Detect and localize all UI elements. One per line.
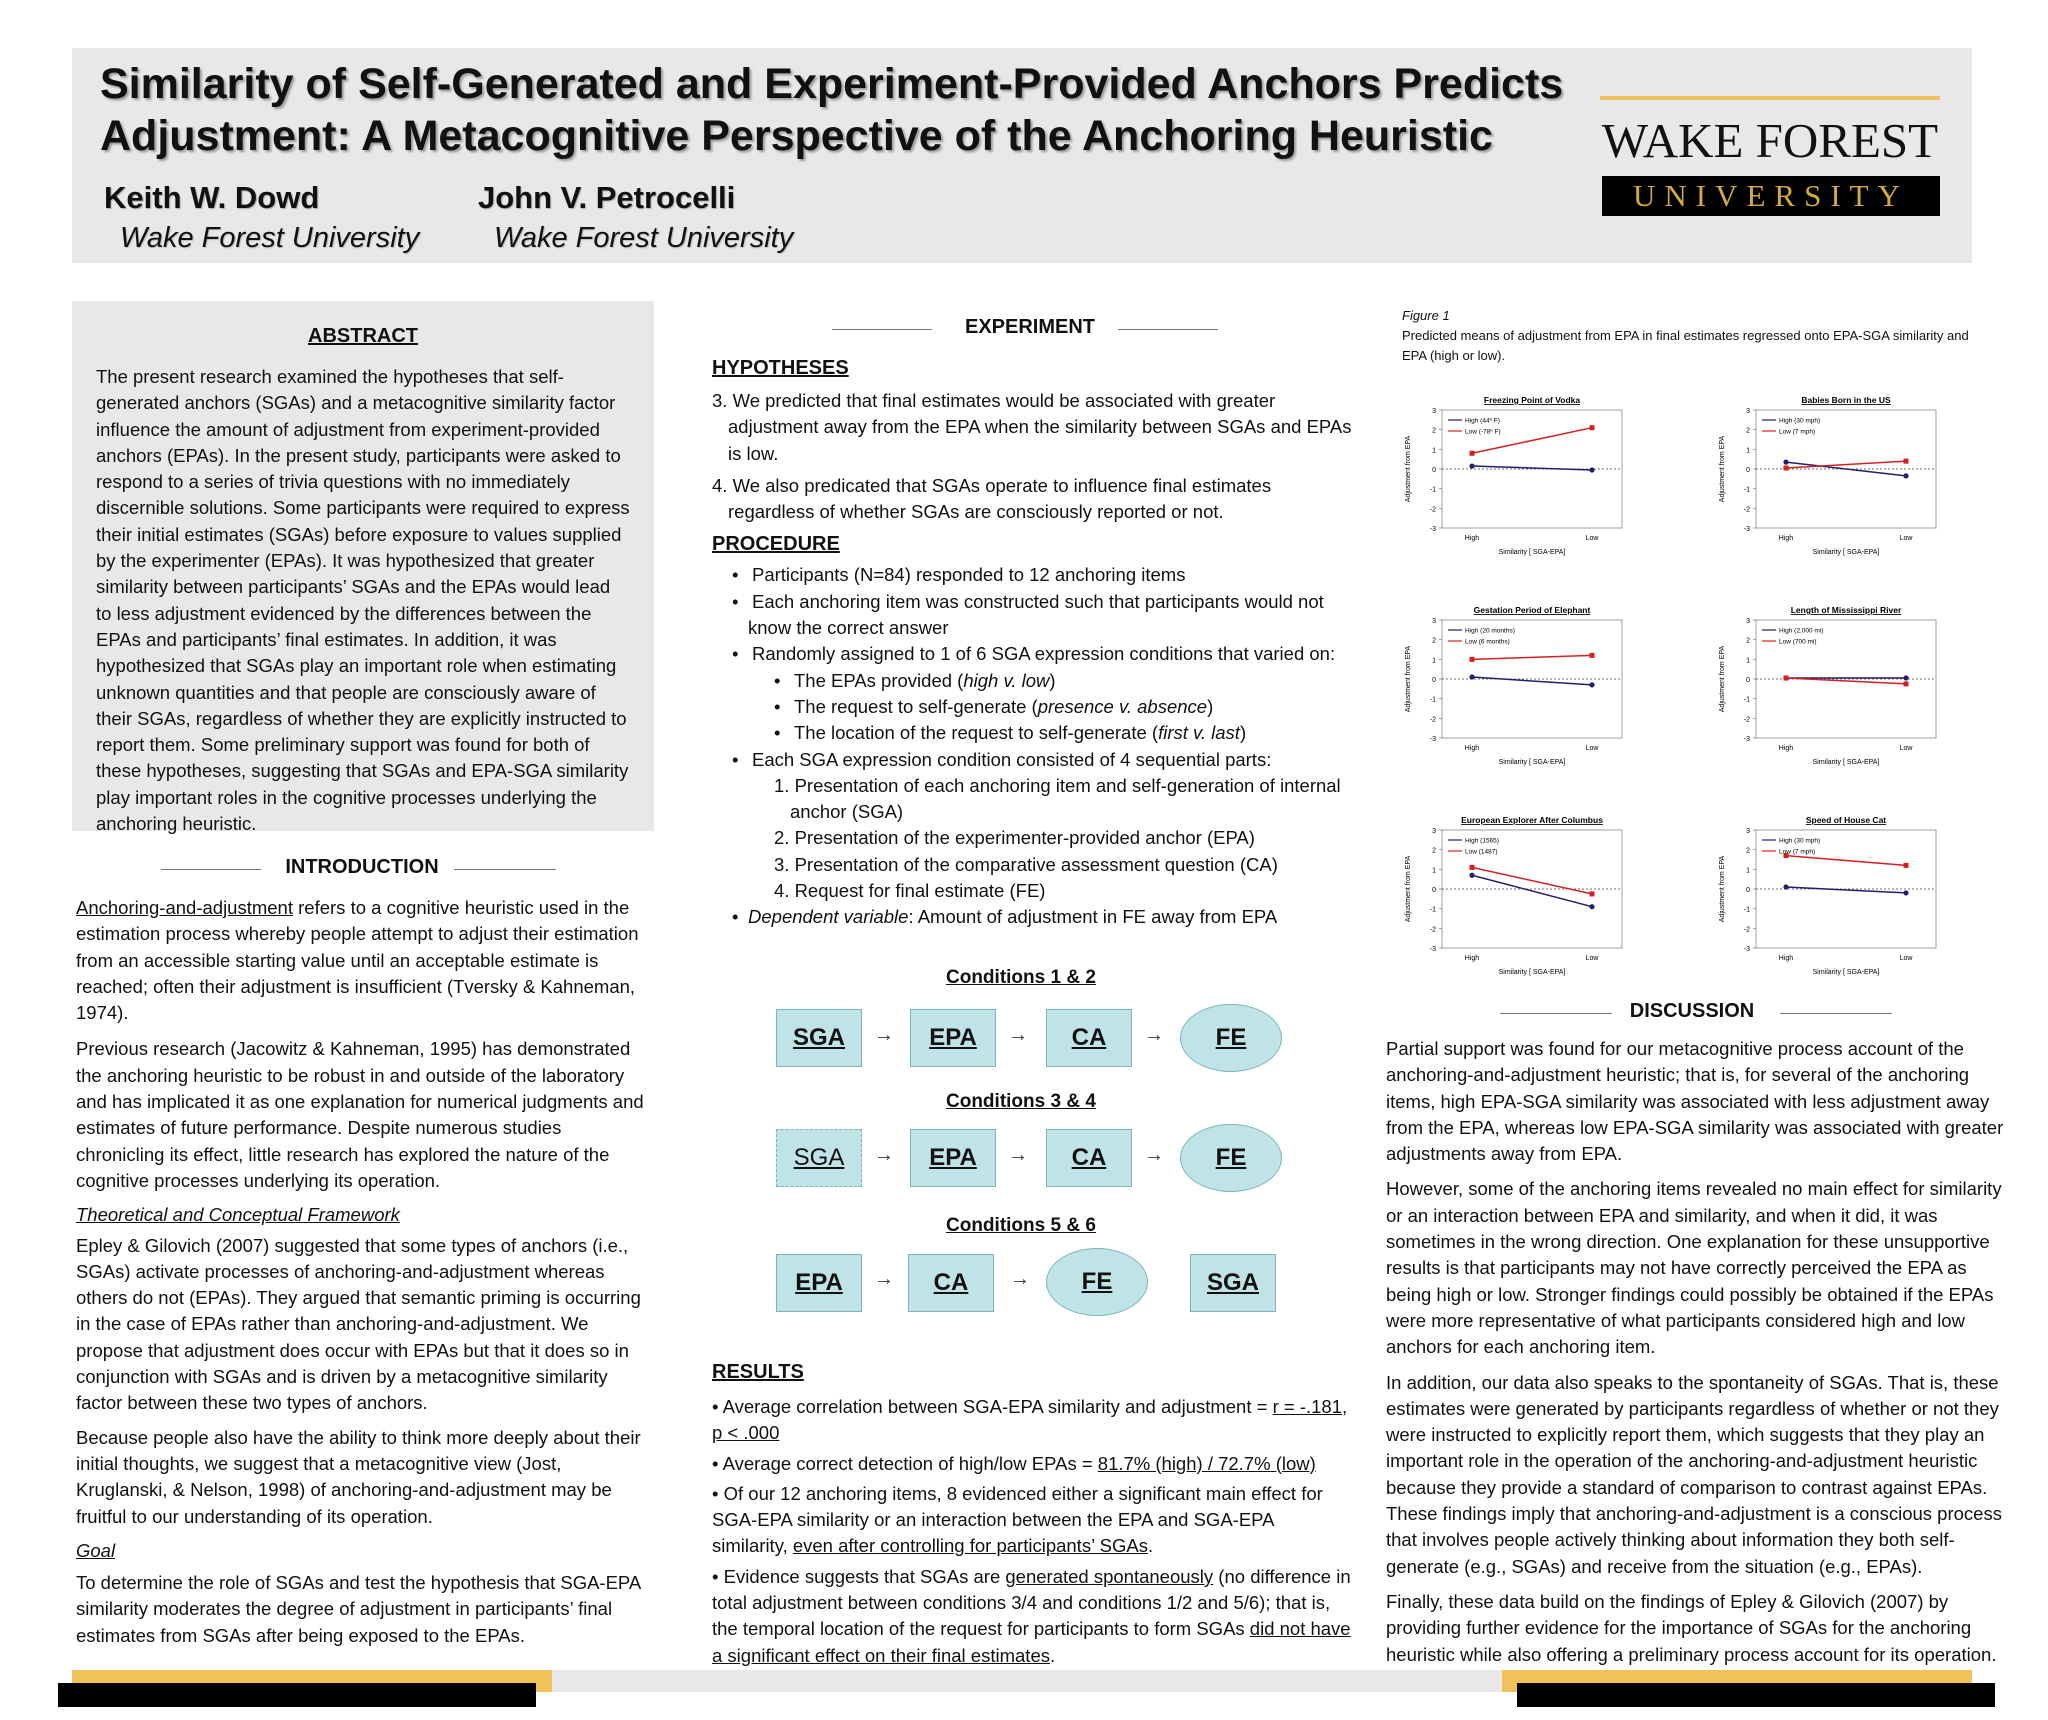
intro-heading-row (76, 856, 648, 882)
legend-label: Low (1487) (1465, 848, 1498, 856)
y-tick-label: -3 (1743, 526, 1750, 533)
legend-label: Low (6 months) (1465, 638, 1510, 646)
list-item: • Each SGA expression condition consisted of 4 sequential parts: (732, 748, 1272, 770)
list-item: 2. Presentation of the experimenter-provided anchor (EPA) (774, 827, 1255, 849)
data-point (1784, 676, 1789, 681)
discussion-p3: In addition, our data also speaks to the spontaneity of SGAs. That is, these estimates were generated by participants regardless of whether or not they were instructed to explicitly report them, which suggests that they play an important role in the operation of the anchoring-and-adjustment heuristic because they provide a standard of comparison to contrast against EPAs. These findings imply that anchoring-and-adjustment is a conscious process that involves people actively thinking about information they both self-generate (e.g., SGAs) and receive from the situation (e.g., EPAs). (1386, 1371, 2002, 1577)
data-point (1783, 460, 1788, 465)
y-axis-label: Adjustment from EPA (1719, 435, 1726, 503)
intro-p2: Previous research (Jacowitz & Kahneman, 1995) has demonstrated the anchoring heuristic to be robust in and outside of the laboratory and has implicated it as one explanation for numerical judgments and estimates of future performance. Despite numerous studies chronicling its effect, little research has explored the nature of the cognitive processes underlying its operation. (76, 1038, 644, 1191)
legend-label: Low (700 mi) (1779, 638, 1817, 646)
list-item: • Participants (N=84) responded to 12 anchoring items (732, 564, 1186, 586)
list-item: 3. Presentation of the comparative assessment question (CA) (774, 853, 1278, 875)
x-tick-label: Low (1899, 745, 1913, 752)
hypothesis-4: 4. We also predicated that SGAs operate to influence final estimates regardless of whether SGAs are consciously reported or not. (712, 474, 1272, 523)
y-tick-label: 3 (1432, 408, 1436, 415)
discussion-p2: However, some of the anchoring items revealed no main effect for similarity or an interaction between EPA and similarity, and when it did, it was sometimes in the wrong direction. One explanation for these unsupportive results is that participants may not have correctly perceived the EPA as being high or low. Stronger findings could possibly be obtained if the EPAs were more representative of what participants considered high and low anchors for each anchoring item. (1386, 1178, 2002, 1358)
logo-gold-bar (1600, 96, 1940, 100)
logo-university: UNIVERSITY (1602, 176, 1940, 216)
conditions-1-2-label: Conditions 1 & 2 (946, 967, 1096, 988)
y-tick-label: 2 (1432, 427, 1436, 435)
y-tick-label: 0 (1746, 467, 1750, 474)
procedure-heading: PROCEDURE (712, 533, 840, 556)
list-item: • The location of the request to self-generate (first v. last) (774, 722, 1247, 744)
title-line-1: Similarity of Self-Generated and Experiment-Provided Anchors Predicts (100, 60, 1564, 108)
y-tick-label: 2 (1746, 427, 1750, 435)
x-axis-label: Similarity [ SGA-EPA] (1812, 549, 1880, 556)
legend-label: High (30 mph) (1779, 417, 1821, 425)
x-axis-label: Similarity [ SGA-EPA] (1812, 759, 1880, 766)
hypotheses-heading: HYPOTHESES (712, 357, 849, 379)
result-1: • Average correlation between SGA-EPA similarity and adjustment = r = -.181, p < .000 (712, 1396, 1348, 1444)
ca-box: CA (1046, 1009, 1132, 1067)
y-axis-label: Adjustment from EPA (1719, 855, 1726, 923)
x-tick-label: Low (1899, 535, 1913, 542)
conditions-3-4-label: Conditions 3 & 4 (946, 1091, 1096, 1112)
x-tick-label: Low (1585, 955, 1599, 962)
footer-black-right (1517, 1683, 1995, 1707)
adjustment-chart (1712, 386, 1962, 576)
results-section (712, 1361, 1352, 1669)
intro-p1: Anchoring-and-adjustment refers to a cognitive heuristic used in the estimation process whereby people attempt to adjust their estimation from an accessible starting value until an acceptable estimate is reached; often their adjustment is insufficient (Tversky & Kahneman, 1974). (76, 897, 639, 1024)
data-point (1469, 674, 1474, 679)
chart-title: Speed of House Cat (1805, 815, 1887, 825)
y-tick-label: -3 (1429, 526, 1436, 533)
sga-box: SGA (776, 1009, 862, 1067)
y-tick-label: 0 (1746, 887, 1750, 894)
list-item: • Dependent variable: Amount of adjustment in FE away from EPA (732, 906, 1278, 928)
x-tick-label: High (1464, 535, 1480, 542)
x-axis-label: Similarity [ SGA-EPA] (1498, 759, 1566, 766)
legend-label: High (44º F) (1465, 417, 1500, 425)
intro-sub-framework: Theoretical and Conceptual Framework (76, 1204, 400, 1226)
footer-black-left (58, 1683, 536, 1707)
list-item: • The EPAs provided (high v. low) (774, 669, 1056, 691)
y-tick-label: -3 (1743, 736, 1750, 743)
x-tick-label: High (1778, 745, 1794, 752)
arrow-icon: → (1144, 1144, 1164, 1166)
y-tick-label: -2 (1429, 926, 1436, 934)
data-point (1590, 425, 1595, 430)
poster-title (100, 58, 1620, 162)
list-item: • The request to self-generate (presence v. absence) (774, 695, 1214, 717)
data-point (1470, 657, 1475, 662)
sga-box-optional: SGA (776, 1129, 862, 1187)
legend-label: High (1565) (1465, 837, 1499, 845)
y-tick-label: 0 (1432, 467, 1436, 474)
arrow-icon: → (1010, 1268, 1030, 1290)
y-tick-label: -2 (1743, 506, 1750, 514)
list-item: • Each anchoring item was constructed such that participants would not know the correct answer (732, 590, 1324, 639)
y-tick-label: 3 (1746, 618, 1750, 625)
y-tick-label: 3 (1746, 408, 1750, 415)
intro-body (76, 895, 646, 1649)
fe-oval: FE (1180, 1124, 1282, 1192)
x-tick-label: Low (1585, 535, 1599, 542)
data-point (1589, 682, 1594, 687)
y-tick-label: -1 (1429, 486, 1436, 494)
adjustment-chart (1712, 596, 1962, 786)
figure-label: Figure 1 (1402, 308, 1450, 323)
y-tick-label: 1 (1432, 867, 1436, 875)
chart-title: Length of Mississippi River (1790, 605, 1902, 615)
y-tick-label: 3 (1432, 618, 1436, 625)
y-tick-label: 0 (1746, 677, 1750, 684)
x-axis-label: Similarity [ SGA-EPA] (1498, 969, 1566, 976)
experiment-heading-row (712, 316, 1348, 342)
data-point (1903, 675, 1908, 680)
result-3: • Of our 12 anchoring items, 8 evidenced either a significant main effect for SGA-EPA similarity or an interaction between the EPA and SGA-EPA similarity, even after controlling for participants’ SGAs. (712, 1482, 1323, 1557)
experiment-body (712, 357, 1352, 931)
data-point (1470, 865, 1475, 870)
author-1: Keith W. Dowd (104, 180, 320, 215)
x-tick-label: High (1778, 535, 1794, 542)
intro-p3: Epley & Gilovich (2007) suggested that some types of anchors (i.e., SGAs) activate processes of anchoring-and-adjustment whereas others do not (EPAs). They argued that semantic priming is occurring in the case of EPAs rather than anchoring-and-adjustment. We propose that adjustment does occur with EPAs but that it does so in conjunction with SGAs and is driven by a metacognitive similarity factor between these two types of anchors. (76, 1234, 641, 1414)
data-point (1589, 467, 1594, 472)
discussion-body (1386, 1036, 2004, 1668)
intro-p5: To determine the role of SGAs and test the hypothesis that SGA-EPA similarity moderates the degree of adjustment in participants’ final estimates from SGAs after being exposed to the EPAs. (76, 1572, 641, 1646)
legend-label: High (30 mph) (1779, 837, 1821, 845)
y-tick-label: -1 (1743, 696, 1750, 704)
results-heading: RESULTS (712, 1361, 804, 1383)
y-tick-label: 2 (1746, 847, 1750, 855)
epa-box: EPA (910, 1129, 996, 1187)
data-point (1904, 459, 1909, 464)
legend-label: Low (7 mph) (1779, 848, 1816, 856)
y-axis-label: Adjustment from EPA (1405, 855, 1412, 923)
result-2: • Average correct detection of high/low EPAs = 81.7% (high) / 72.7% (low) (712, 1452, 1316, 1474)
x-tick-label: Low (1585, 745, 1599, 752)
x-tick-label: High (1778, 955, 1794, 962)
y-tick-label: 1 (1432, 447, 1436, 455)
figure-caption-text: Predicted means of adjustment from EPA in final estimates regressed onto EPA-SGA similarity and EPA (high or low). (1402, 328, 1969, 363)
y-axis-label: Adjustment from EPA (1405, 435, 1412, 503)
discussion-heading-row (1386, 1000, 1998, 1026)
ca-box: CA (1046, 1129, 1132, 1187)
abstract-box (72, 301, 654, 835)
adjustment-chart (1712, 806, 1962, 996)
arrow-icon: → (874, 1144, 894, 1166)
author-2: John V. Petrocelli (478, 180, 736, 215)
data-point (1589, 904, 1594, 909)
y-tick-label: -2 (1743, 716, 1750, 724)
logo-wake-forest: WAKE FOREST (1601, 113, 1939, 168)
ca-box: CA (908, 1254, 994, 1312)
legend-label: Low (-78º F) (1465, 428, 1501, 436)
data-point (1470, 451, 1475, 456)
y-tick-label: -2 (1743, 926, 1750, 934)
y-tick-label: 2 (1432, 637, 1436, 645)
legend-label: Low (7 mph) (1779, 428, 1816, 436)
data-point (1783, 884, 1788, 889)
data-point (1590, 653, 1595, 658)
affiliation-2: Wake Forest University (494, 222, 794, 254)
chart-title: European Explorer After Columbus (1461, 815, 1603, 825)
result-4: • Evidence suggests that SGAs are generated spontaneously (no difference in total adjustment between conditions 3/4 and conditions 1/2 and 5/6); that is, the temporal location of the request for participants to form SGAs did not have a significant effect on their final estimates. (712, 1565, 1351, 1666)
x-tick-label: High (1464, 745, 1480, 752)
arrow-icon: → (874, 1268, 894, 1290)
y-axis-label: Adjustment from EPA (1719, 645, 1726, 713)
affiliation-1: Wake Forest University (120, 222, 420, 254)
data-point (1904, 681, 1909, 686)
intro-p4: Because people also have the ability to think more deeply about their initial thoughts, we suggest that a metacognitive view (Jost, Kruglanski, & Nelson, 1998) of anchoring-and-adjustment may be fruitful to our understanding of its operation. (76, 1426, 641, 1527)
hypothesis-3: 3. We predicted that final estimates would be associated with greater adjustment away from the EPA when the similarity between SGAs and EPAs is low. (712, 390, 1352, 464)
conditions-5-6-label: Conditions 5 & 6 (946, 1215, 1096, 1236)
x-tick-label: Low (1899, 955, 1913, 962)
epa-box: EPA (910, 1009, 996, 1067)
y-tick-label: -3 (1429, 946, 1436, 953)
discussion-p1: Partial support was found for our metacognitive process account of the anchoring-and-adjustment heuristic; that is, for several of the anchoring items, high EPA-SGA similarity was associated with less adjustment away from the EPA, whereas low EPA-SGA similarity was associated with greater adjustments away from EPA. (1386, 1038, 2004, 1165)
arrow-icon: → (874, 1024, 894, 1046)
title-line-2: Adjustment: A Metacognitive Perspective of the Anchoring Heuristic (100, 112, 1493, 160)
y-tick-label: 2 (1432, 847, 1436, 855)
y-tick-label: 0 (1432, 887, 1436, 894)
data-point (1469, 463, 1474, 468)
y-tick-label: -3 (1429, 736, 1436, 743)
adjustment-chart (1398, 386, 1648, 576)
list-item: 4. Request for final estimate (FE) (774, 880, 1046, 902)
data-point (1903, 473, 1908, 478)
x-tick-label: High (1464, 955, 1480, 962)
legend-label: High (2,000 mi) (1779, 627, 1824, 635)
data-point (1903, 890, 1908, 895)
arrow-icon: → (1008, 1144, 1028, 1166)
abstract-heading: ABSTRACT (308, 325, 418, 347)
x-axis-label: Similarity [ SGA-EPA] (1812, 969, 1880, 976)
epa-box: EPA (776, 1254, 862, 1312)
experiment-heading: EXPERIMENT (964, 316, 1096, 338)
discussion-p4: Finally, these data build on the findings of Epley & Gilovich (2007) by providing further evidence for the importance of SGAs for the anchoring heuristic while also offering a preliminary process account for its operation. (1386, 1590, 1997, 1665)
arrow-icon: → (1144, 1024, 1164, 1046)
discussion-heading: DISCUSSION (1629, 1000, 1755, 1022)
y-axis-label: Adjustment from EPA (1405, 645, 1412, 713)
list-item: 1. Presentation of each anchoring item and self-generation of internal anchor (SGA) (774, 774, 1341, 823)
abstract-text: The present research examined the hypotheses that self-generated anchors (SGAs) and a metacognitive similarity factor influence the amount of adjustment from experiment-provided anchors (EPAs). In the present study, participants were asked to respond to a series of trivia questions with no immediately discernible solutions. Some participants were required to express their initial estimates (SGAs) before exposure to values supplied by the experimenter (EPAs). It was hypothesized that greater similarity between participants’ SGAs and the EPAs would lead to less adjustment evidenced by the differences between the EPAs and participants’ final estimates. In addition, it was hypothesized that SGAs play an important role when estimating unknown quantities and that people are consciously aware of their SGAs, regardless of whether they are explicitly instructed to report them. Some preliminary support was found for both of these hypotheses, suggesting that SGAs and EPA-SGA similarity play important roles in the cognitive processes underlying the anchoring heuristic. (96, 366, 630, 835)
y-tick-label: 1 (1432, 657, 1436, 665)
chart-title: Babies Born in the US (1801, 395, 1891, 405)
y-tick-label: 2 (1746, 637, 1750, 645)
y-tick-label: 1 (1746, 447, 1750, 455)
y-tick-label: 3 (1746, 828, 1750, 835)
procedure-list (712, 562, 1352, 930)
y-tick-label: -3 (1743, 946, 1750, 953)
y-tick-label: -1 (1743, 906, 1750, 914)
y-tick-label: 3 (1432, 828, 1436, 835)
fe-oval: FE (1180, 1004, 1282, 1072)
data-point (1469, 873, 1474, 878)
arrow-icon: → (1008, 1024, 1028, 1046)
data-point (1590, 891, 1595, 896)
adjustment-chart (1398, 806, 1648, 996)
y-tick-label: -1 (1743, 486, 1750, 494)
fe-oval: FE (1046, 1248, 1148, 1316)
y-tick-label: 1 (1746, 867, 1750, 875)
y-tick-label: 1 (1746, 657, 1750, 665)
x-axis-label: Similarity [ SGA-EPA] (1498, 549, 1566, 556)
legend-label: High (20 months) (1465, 627, 1515, 635)
chart-title: Gestation Period of Elephant (1473, 605, 1591, 615)
figure-caption (1402, 306, 1992, 366)
adjustment-chart (1398, 596, 1648, 786)
y-tick-label: -2 (1429, 506, 1436, 514)
y-tick-label: -2 (1429, 716, 1436, 724)
intro-sub-goal: Goal (76, 1539, 116, 1561)
y-tick-label: -1 (1429, 906, 1436, 914)
sga-box: SGA (1190, 1254, 1276, 1312)
y-tick-label: -1 (1429, 696, 1436, 704)
data-point (1784, 466, 1789, 471)
y-tick-label: 0 (1432, 677, 1436, 684)
list-item: • Randomly assigned to 1 of 6 SGA expression conditions that varied on: (732, 643, 1336, 665)
chart-title: Freezing Point of Vodka (1483, 395, 1581, 405)
data-point (1904, 863, 1909, 868)
intro-heading: INTRODUCTION (285, 856, 439, 878)
